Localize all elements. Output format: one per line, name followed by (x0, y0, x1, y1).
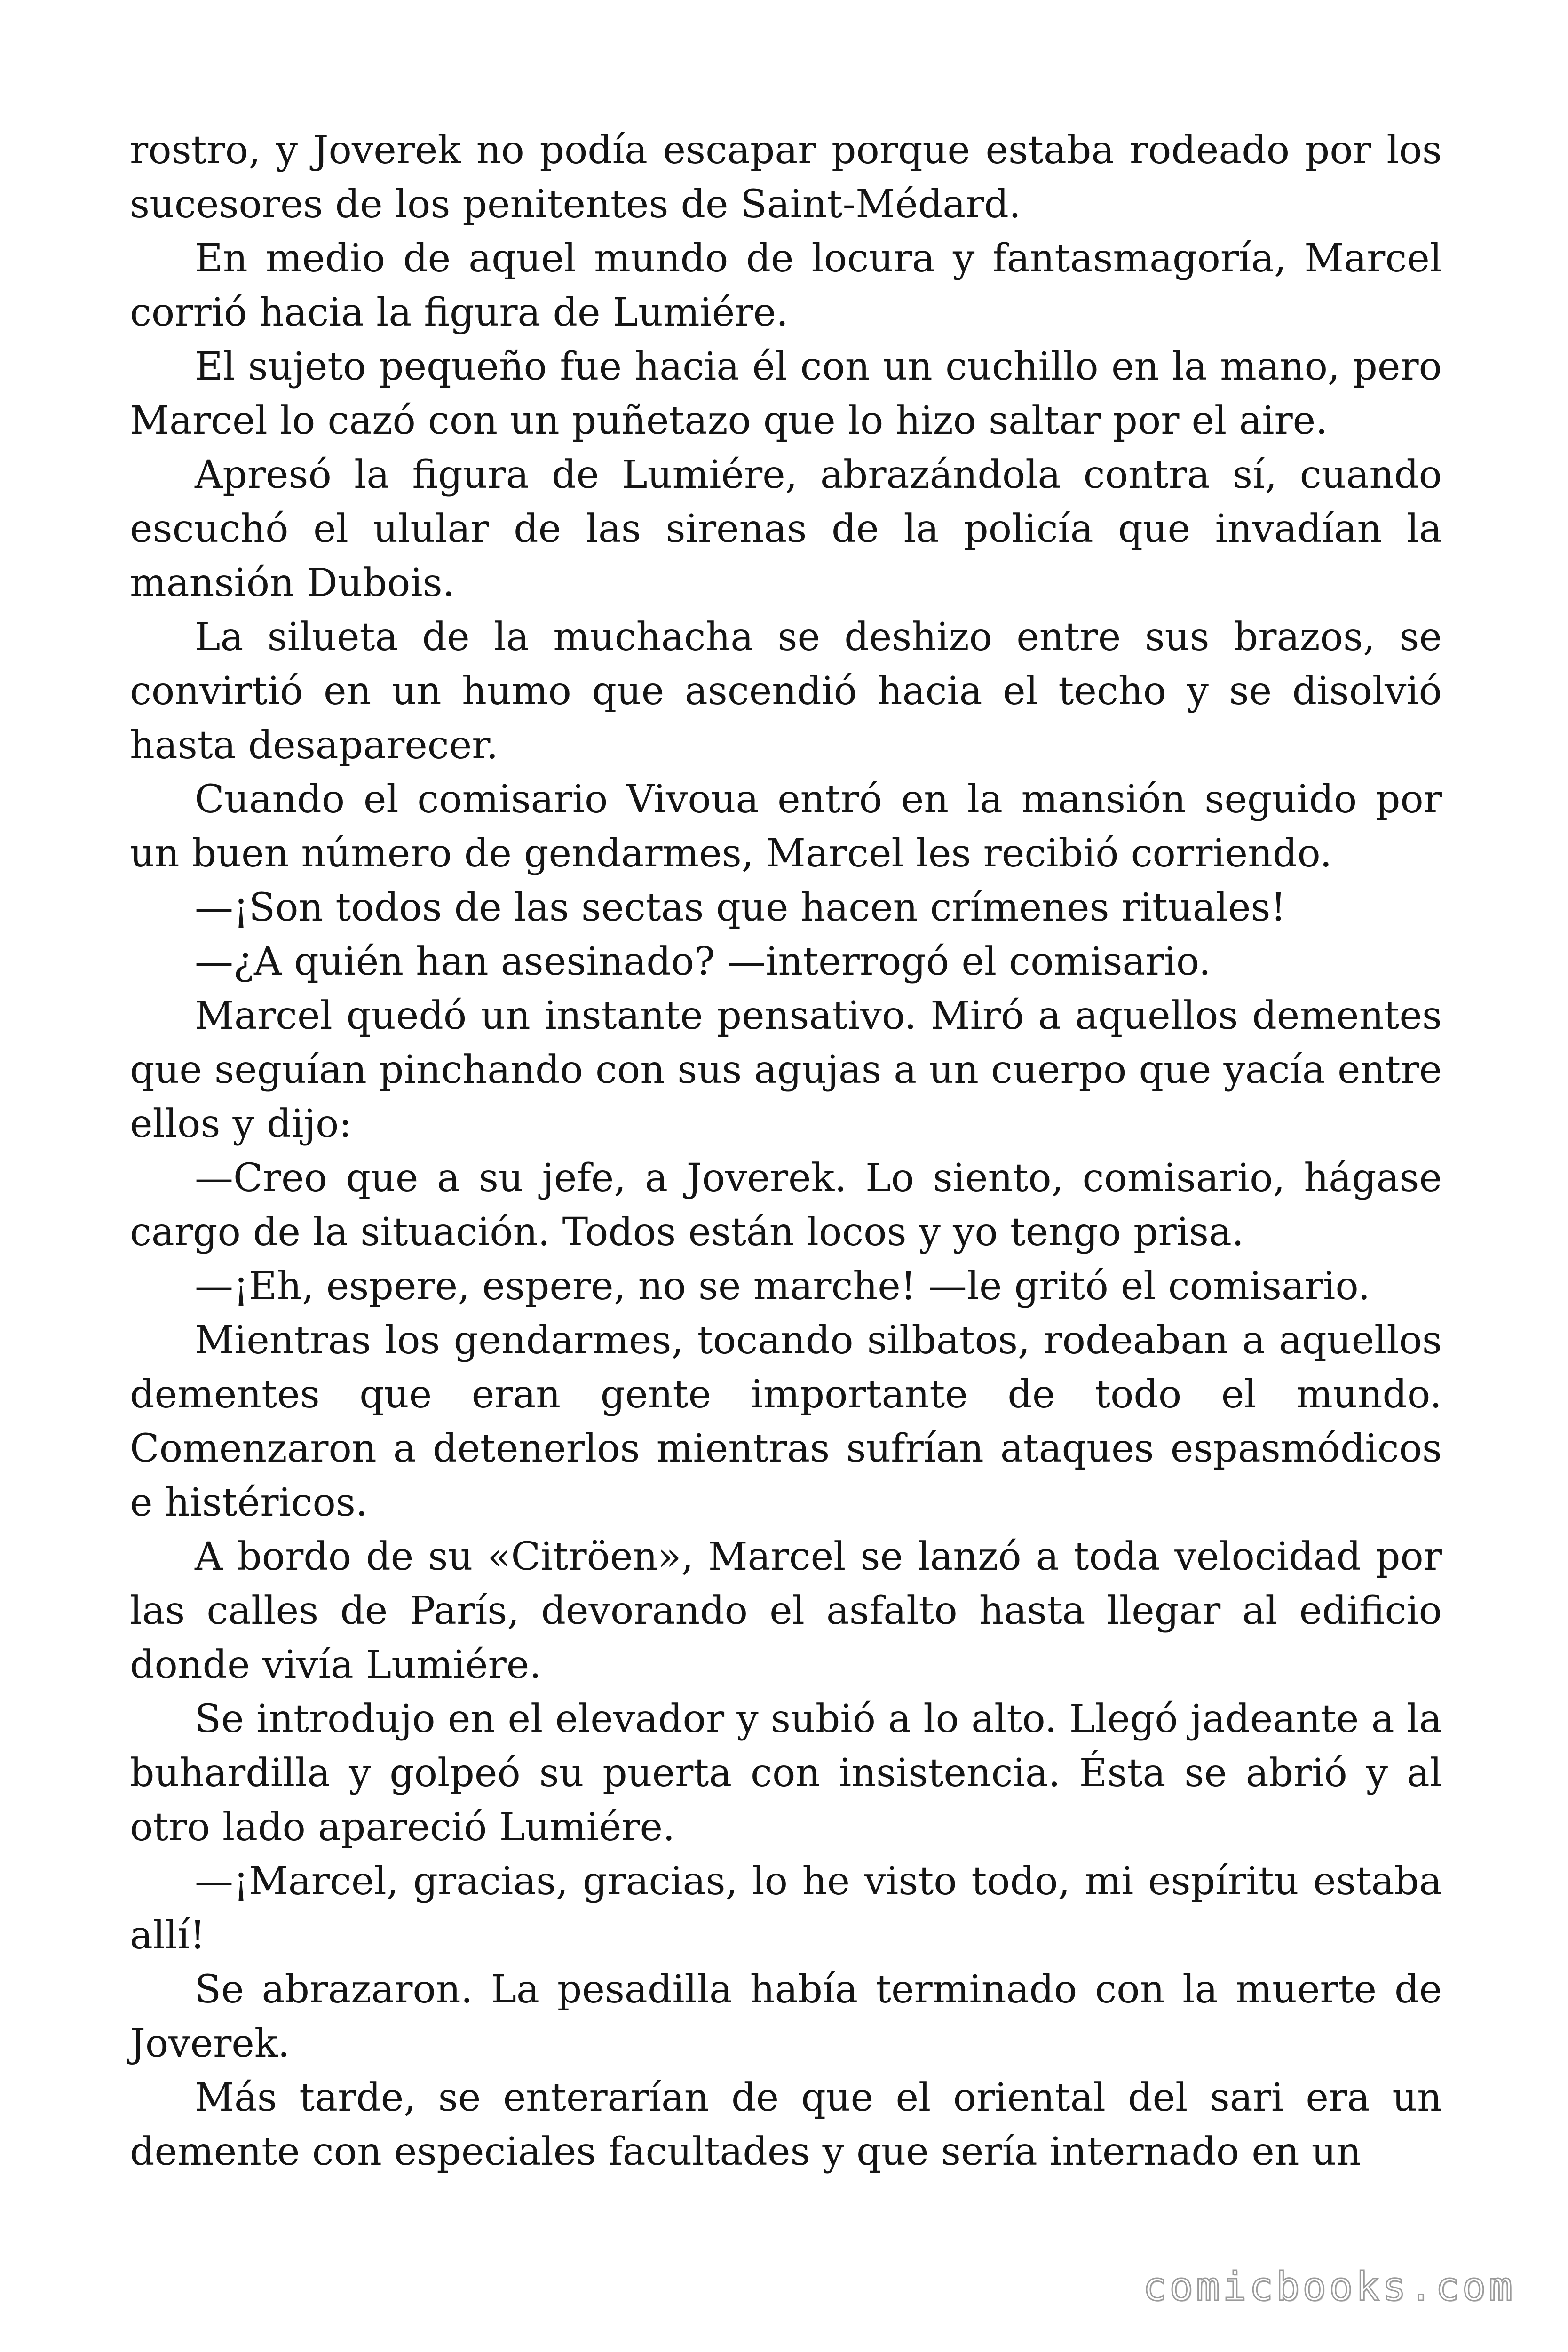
dialogue-line: —¡Eh, espere, espere, no se marche! —le gritó el comisario. (195, 1264, 1370, 1309)
paragraph: Se abrazaron. La pesadilla había terminado con la muerte de Joverek. (130, 1967, 1442, 2066)
paragraph: Mientras los gendarmes, tocando silbatos, rodeaban a aquellos dementes que eran gente importante de todo el mundo. Comenzaron a detenerlos mientras sufrían ataques espasmódicos e histéricos. (130, 1318, 1442, 1525)
paragraph: Se introdujo en el elevador y subió a lo alto. Llegó jadeante a la buhardilla y golpeó su puerta con insistencia. Ésta se abrió y al otro lado apareció Lumiére. (130, 1697, 1442, 1850)
dialogue-line: —¡Marcel, gracias, gracias, lo he visto todo, mi espíritu estaba allí! (130, 1859, 1442, 1958)
paragraph: El sujeto pequeño fue hacia él con un cuchillo en la mano, pero Marcel lo cazó con un puñetazo que lo hizo saltar por el aire. (130, 344, 1442, 443)
paragraph: Apresó la figura de Lumiére, abrazándola contra sí, cuando escuchó el ulular de las sirenas de la policía que invadían la mansión Dubois. (130, 453, 1442, 605)
page-text (130, 123, 1442, 2179)
paragraph: Más tarde, se enterarían de que el oriental del sari era un demente con especiales facultades y que sería internado en un (130, 2075, 1442, 2174)
paragraph: En medio de aquel mundo de locura y fantasmagoría, Marcel corrió hacia la figura de Lumiére. (130, 236, 1442, 335)
paragraph: Cuando el comisario Vivoua entró en la mansión seguido por un buen número de gendarmes, Marcel les recibió corriendo. (130, 777, 1442, 876)
paragraph: rostro, y Joverek no podía escapar porque estaba rodeado por los sucesores de los penitentes de Saint-Médard. (130, 128, 1442, 227)
dialogue-line: —¡Son todos de las sectas que hacen crímenes rituales! (195, 885, 1286, 930)
paragraph: A bordo de su «Citröen», Marcel se lanzó a toda velocidad por las calles de París, devorando el asfalto hasta llegar al edificio donde vivía Lumiére. (130, 1534, 1442, 1687)
paragraph: La silueta de la muchacha se deshizo entre sus brazos, se convirtió en un humo que ascendió hacia el techo y se disolvió hasta desaparecer. (130, 615, 1442, 768)
dialogue-line: —Creo que a su jefe, a Joverek. Lo siento, comisario, hágase cargo de la situación. Todos están locos y yo tengo prisa. (130, 1156, 1442, 1255)
watermark: comicbooks.com (1142, 2264, 1515, 2310)
dialogue-line: —¿A quién han asesinado? —interrogó el comisario. (195, 939, 1211, 984)
paragraph: Marcel quedó un instante pensativo. Miró a aquellos dementes que seguían pinchando con sus agujas a un cuerpo que yacía entre ellos y dijo: (130, 993, 1442, 1146)
